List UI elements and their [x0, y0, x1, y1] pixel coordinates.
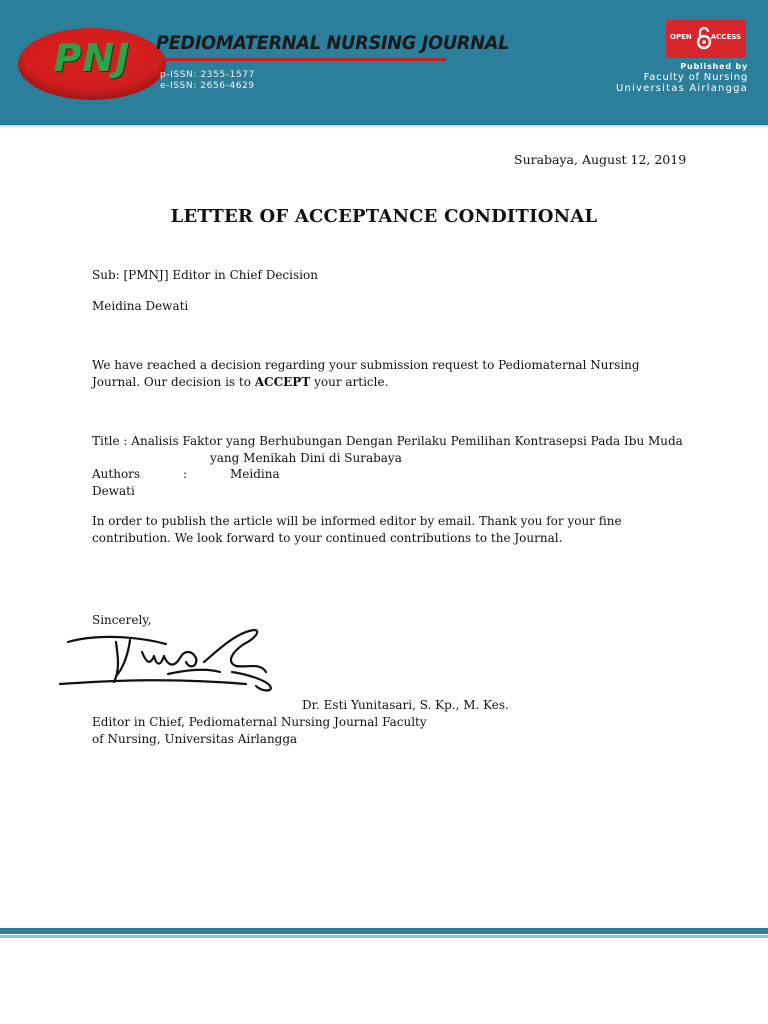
letter-date: Surabaya, August 12, 2019 — [514, 152, 687, 167]
accept-word: ACCEPT — [254, 374, 311, 389]
handwritten-signature — [56, 622, 296, 698]
sincerely: Sincerely, — [92, 613, 152, 627]
decision-text-post: your article. — [310, 374, 389, 389]
e-issn: e-ISSN: 2656-4629 — [160, 81, 255, 91]
journal-name: PEDIOMATERNAL NURSING JOURNAL — [156, 32, 510, 54]
decision-paragraph — [92, 357, 640, 390]
footer-rule — [0, 928, 768, 934]
letter-title: LETTER OF ACCEPTANCE CONDITIONAL — [170, 206, 598, 227]
open-lock-icon — [696, 26, 712, 50]
logo-text: PNJ — [53, 36, 131, 80]
p-issn: p-ISSN: 2355-1577 — [160, 70, 255, 80]
authors-value-first: Meidina — [230, 467, 280, 481]
article-title-text: Analisis Faktor yang Berhubungan Dengan Perilaku Pemilihan Kontrasepsi Pada Ibu Muda — [131, 434, 683, 448]
open-access-left-label: OPEN — [670, 33, 692, 41]
decision-text-pre: Journal. Our decision is to — [92, 374, 255, 389]
publisher-block — [616, 61, 748, 94]
signer-role-line2: of Nursing, Universitas Airlangga — [92, 731, 298, 746]
publisher-line1: Faculty of Nursing — [643, 72, 748, 83]
open-access-right-label: ACCESS — [710, 33, 741, 41]
signer-name: Dr. Esti Yunitasari, S. Kp., M. Kes. — [302, 698, 509, 712]
subject-line: Sub: [PMNJ] Editor in Chief Decision — [92, 268, 318, 282]
closing-line1: In order to publish the article will be informed editor by email. Thank you for your fine — [92, 514, 622, 528]
closing-line2: contribution. We look forward to your continued contributions to the Journal. — [92, 530, 563, 545]
decision-line2 — [92, 374, 640, 391]
signer-role — [92, 714, 427, 747]
open-access-badge — [666, 20, 746, 58]
article-title-line1 — [92, 433, 683, 450]
published-by: Published by — [680, 62, 748, 71]
article-title-line2: yang Menikah Dini di Surabaya — [210, 451, 402, 465]
authors-colon: : — [183, 467, 188, 481]
publisher-line2: Universitas Airlangga — [615, 83, 748, 94]
closing-paragraph — [92, 513, 622, 546]
issn-block — [160, 70, 255, 92]
authors-value-last: Dewati — [92, 484, 135, 498]
recipient-name: Meidina Dewati — [92, 299, 189, 313]
logo-underline — [150, 58, 446, 61]
header-shadow — [0, 125, 768, 129]
decision-line1: We have reached a decision regarding your submission request to Pediomaternal Nursing — [92, 358, 640, 372]
signer-role-line1: Editor in Chief, Pediomaternal Nursing Journal Faculty — [92, 715, 427, 729]
title-label: Title : — [92, 434, 128, 448]
authors-label: Authors — [92, 467, 141, 481]
letterhead — [0, 0, 768, 127]
footer-rule-shadow — [0, 935, 768, 938]
